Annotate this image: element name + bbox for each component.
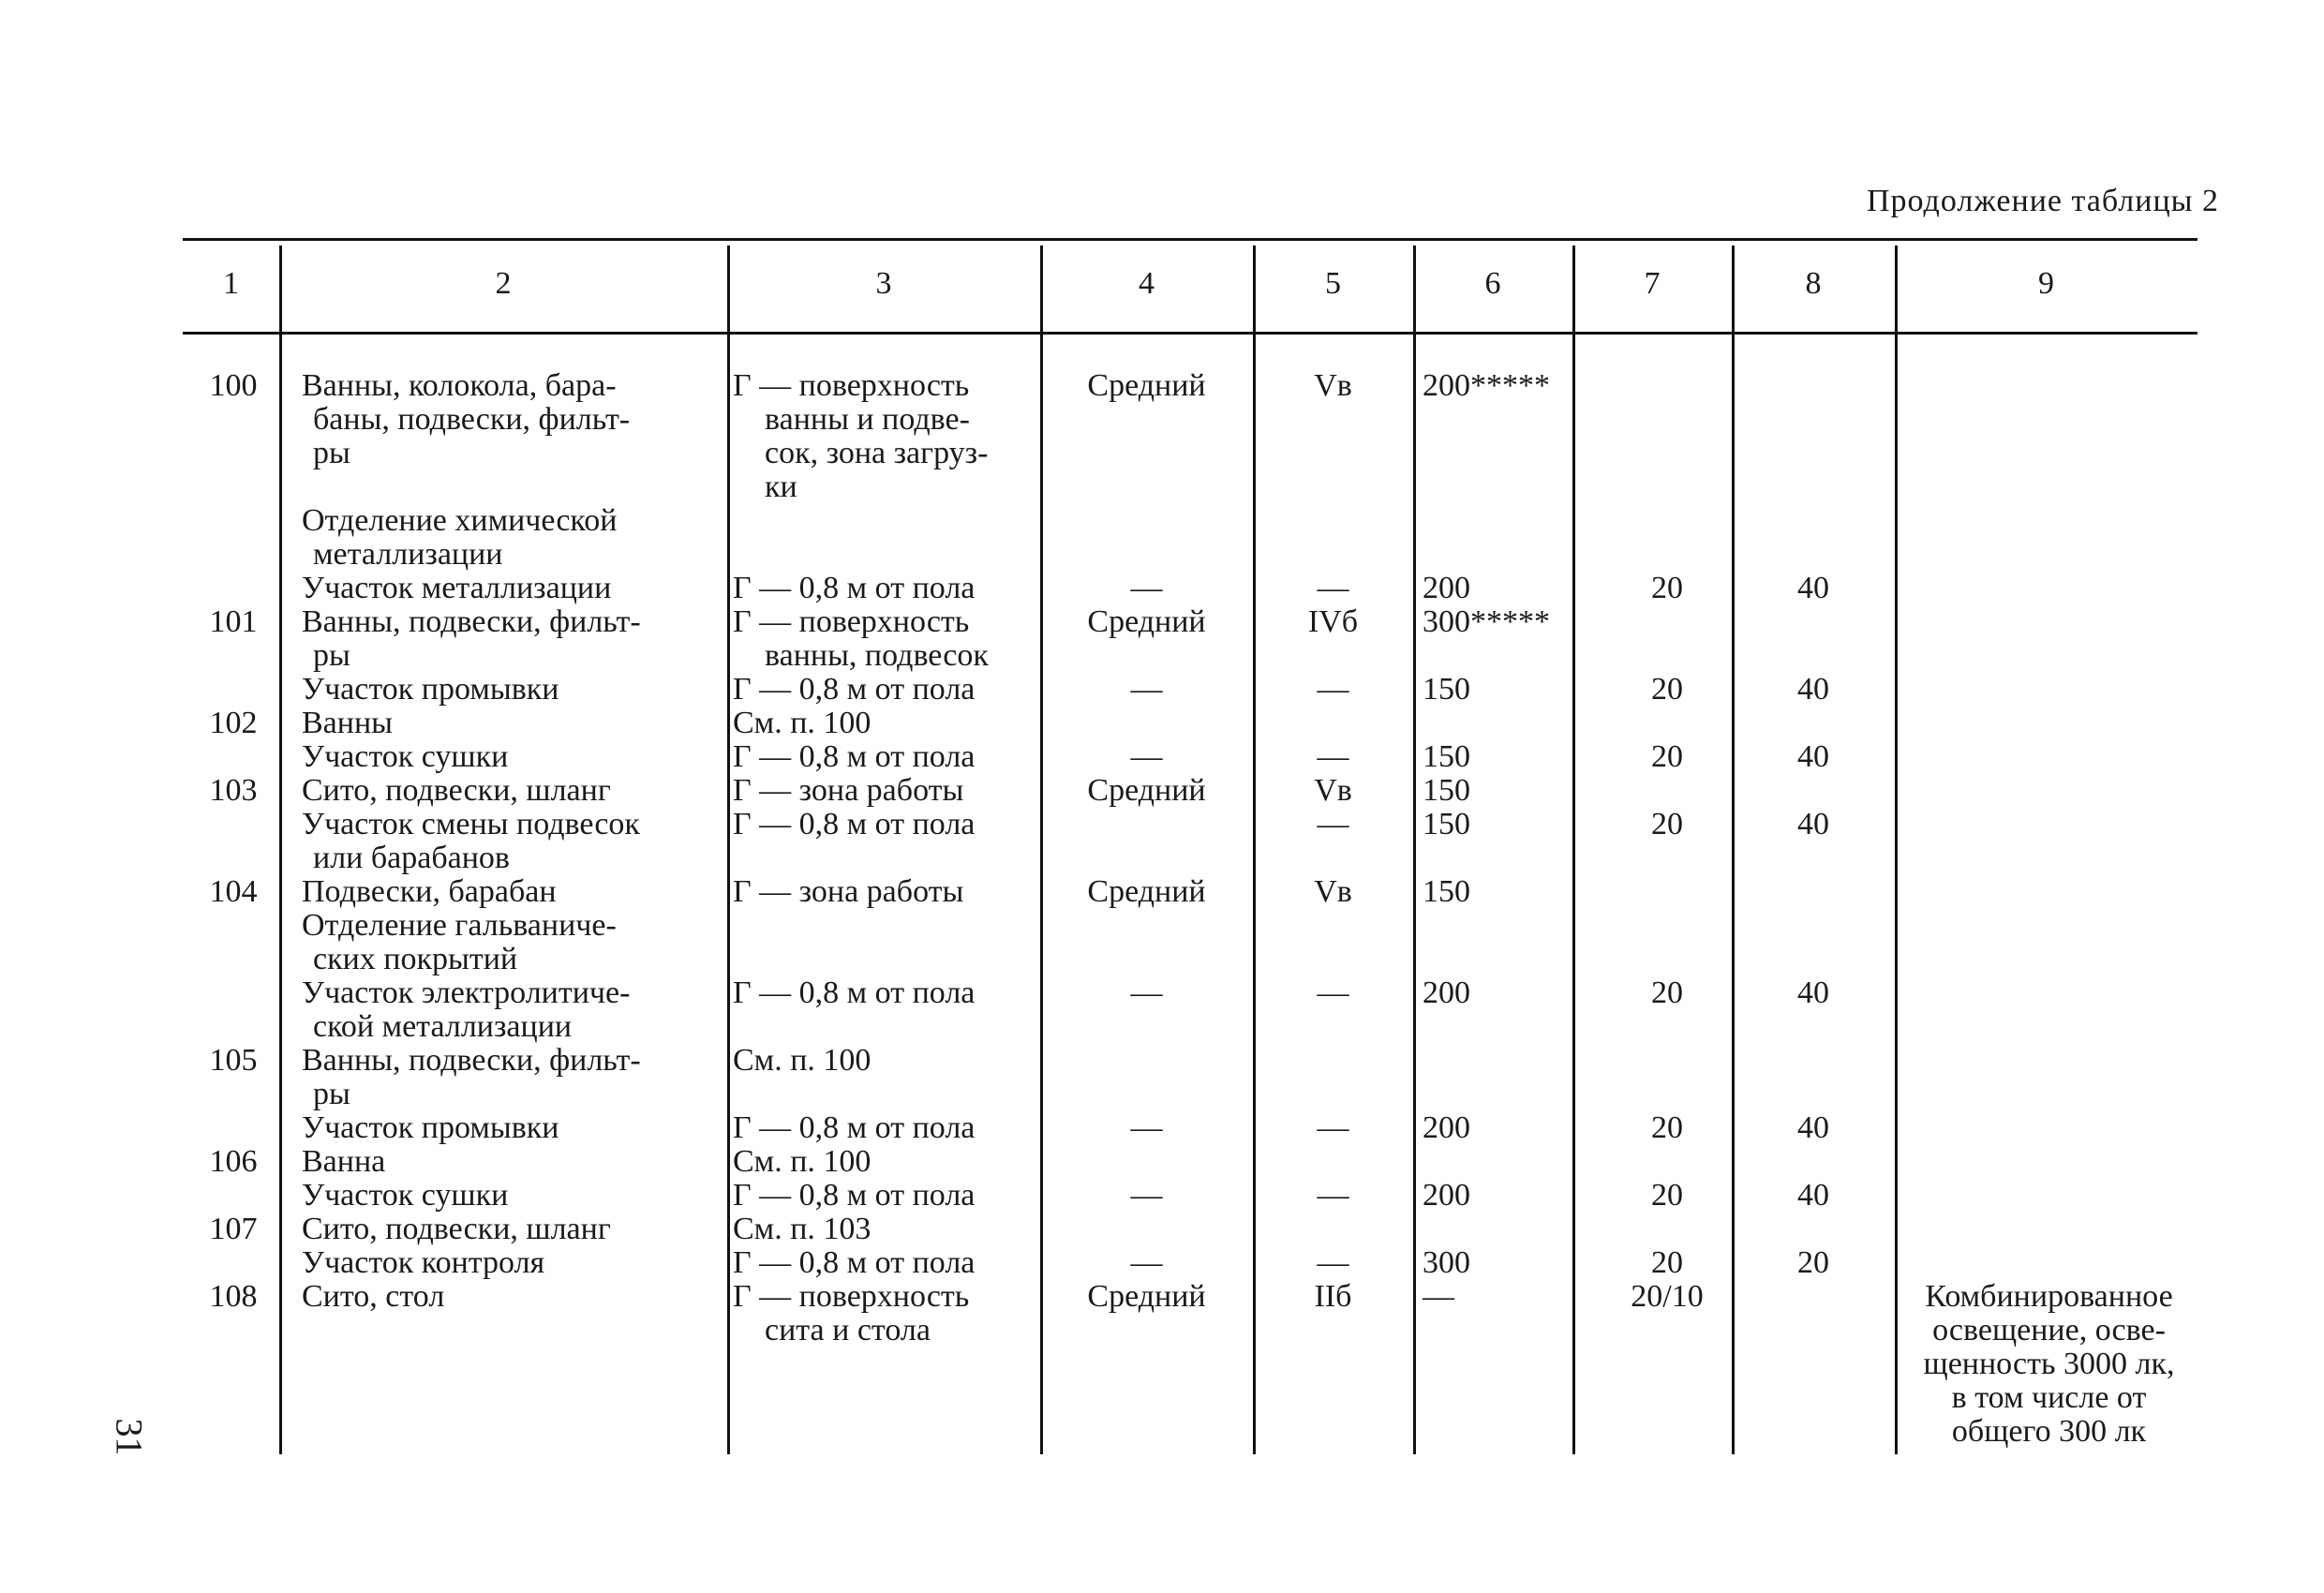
table-cell-c2: Участок смены подвесок или барабанов xyxy=(302,807,640,875)
table-cell-c3: Г — зона работы xyxy=(733,773,964,808)
page-number: 31 xyxy=(108,1418,151,1456)
table-cell-c6: 150 xyxy=(1423,739,1470,774)
table-cell-c8: 40 xyxy=(1797,807,1829,841)
table-cell-c3: Г — 0,8 м от пола xyxy=(733,739,976,774)
table-cell-c3: Г — 0,8 м от пола xyxy=(733,672,976,707)
table-cell-c8: 40 xyxy=(1797,672,1829,707)
table-cell-c6: 200***** xyxy=(1423,368,1550,403)
table-cell-c7: 20 xyxy=(1651,975,1683,1010)
table-cell-c5: Vв xyxy=(1314,368,1352,403)
table-cell-c2: Участок металлизации xyxy=(302,571,612,605)
table-cell-c2: Отделение химической металлизации xyxy=(302,503,618,572)
table-cell-c6: 150 xyxy=(1423,672,1470,707)
table-cell-c4: — xyxy=(1130,1110,1163,1145)
column-rule xyxy=(1895,246,1898,1454)
table-cell-c4: — xyxy=(1130,1245,1163,1280)
column-header: 8 xyxy=(1805,266,1822,301)
table-cell-c5: — xyxy=(1317,739,1349,774)
table-cell-c3: Г — поверхность сита и стола xyxy=(733,1279,970,1347)
table-cell-c5: Vв xyxy=(1314,874,1352,909)
table-cell-c5: — xyxy=(1317,1245,1349,1280)
column-header: 7 xyxy=(1644,266,1661,301)
column-header: 4 xyxy=(1139,266,1155,301)
table-cell-c7: 20 xyxy=(1651,672,1683,707)
table-cell-c2: Участок сушки xyxy=(302,739,509,774)
table-caption: Продолжение таблицы 2 xyxy=(1866,184,2219,218)
table-cell-c4: Средний xyxy=(1087,874,1206,909)
table-cell-c5: — xyxy=(1317,672,1349,707)
column-rule xyxy=(1413,246,1416,1454)
table-cell-c6: — xyxy=(1423,1279,1454,1314)
table-cell-c5: — xyxy=(1317,807,1349,841)
column-header: 6 xyxy=(1484,266,1501,301)
table-cell-c2: Ванны xyxy=(302,706,394,740)
table-cell-c6: 200 xyxy=(1423,1110,1470,1145)
table-cell-c7: 20 xyxy=(1651,1110,1683,1145)
table-cell-c2: Отделение гальваниче- ских покрытий xyxy=(302,908,617,976)
column-rule xyxy=(1572,246,1575,1454)
column-header: 1 xyxy=(223,266,239,301)
table-cell-c1: 108 xyxy=(209,1279,258,1314)
table-cell-c4: Средний xyxy=(1087,773,1206,808)
table-cell-c3: Г — зона работы xyxy=(733,874,964,909)
table-cell-c2: Ванны, подвески, фильт- ры xyxy=(302,604,641,673)
table-cell-c1: 106 xyxy=(209,1144,258,1179)
table-cell-c1: 101 xyxy=(209,604,258,639)
table-cell-c2: Участок электролитиче- ской металлизации xyxy=(302,975,631,1044)
table-cell-c8: 40 xyxy=(1797,571,1829,605)
table-cell-c6: 150 xyxy=(1423,773,1470,808)
table-cell-c3: См. п. 100 xyxy=(733,706,872,740)
table-cell-c2: Участок промывки xyxy=(302,672,559,707)
table-cell-c2: Ванна xyxy=(302,1144,386,1179)
table-cell-c1: 102 xyxy=(209,706,258,740)
table-cell-c8: 40 xyxy=(1797,1110,1829,1145)
table-cell-c5: IVб xyxy=(1307,604,1359,639)
table-cell-c4: Средний xyxy=(1087,604,1206,639)
table-cell-c6: 300***** xyxy=(1423,604,1550,639)
table-cell-c3: Г — поверхность ванны и подве- сок, зона загруз- ки xyxy=(733,368,989,504)
table-cell-c4: — xyxy=(1130,571,1163,605)
table-cell-c6: 150 xyxy=(1423,874,1470,909)
table-cell-c6: 300 xyxy=(1423,1245,1470,1280)
table-cell-c9: Комбинированное освещение, осве- щенность 3000 лк, в том числе от общего 300 лк xyxy=(1923,1279,2175,1449)
column-header: 2 xyxy=(495,266,512,301)
table-top-rule xyxy=(183,238,2197,241)
table-cell-c2: Участок контроля xyxy=(302,1245,545,1280)
table-cell-c7: 20 xyxy=(1651,807,1683,841)
table-cell-c5: Vв xyxy=(1314,773,1352,808)
table-cell-c5: — xyxy=(1317,975,1349,1010)
table-cell-c8: 40 xyxy=(1797,1178,1829,1213)
column-rule xyxy=(727,246,730,1454)
table-cell-c7: 20 xyxy=(1651,1178,1683,1213)
table-cell-c8: 40 xyxy=(1797,739,1829,774)
table-cell-c3: Г — 0,8 м от пола xyxy=(733,807,976,841)
table-cell-c2: Ванны, подвески, фильт- ры xyxy=(302,1043,641,1111)
table-cell-c4: — xyxy=(1130,975,1163,1010)
table-cell-c5: — xyxy=(1317,1178,1349,1213)
table-cell-c1: 107 xyxy=(209,1212,258,1246)
table-cell-c4: — xyxy=(1130,739,1163,774)
table-cell-c7: 20 xyxy=(1651,571,1683,605)
table-cell-c2: Сито, подвески, шланг xyxy=(302,1212,611,1246)
column-header: 5 xyxy=(1325,266,1341,301)
table-cell-c6: 200 xyxy=(1423,1178,1470,1213)
table-cell-c8: 40 xyxy=(1797,975,1829,1010)
table-cell-c8: 20 xyxy=(1797,1245,1829,1280)
table-cell-c1: 103 xyxy=(209,773,258,808)
table-cell-c3: См. п. 100 xyxy=(733,1144,872,1179)
column-header: 9 xyxy=(2038,266,2054,301)
table-cell-c7: 20 xyxy=(1651,1245,1683,1280)
table-cell-c3: Г — поверхность ванны, подвесок xyxy=(733,604,989,673)
table-cell-c4: — xyxy=(1130,1178,1163,1213)
table-cell-c4: Средний xyxy=(1087,1279,1206,1314)
table-cell-c3: Г — 0,8 м от пола xyxy=(733,1245,976,1280)
table-cell-c6: 150 xyxy=(1423,807,1470,841)
table-cell-c3: Г — 0,8 м от пола xyxy=(733,571,976,605)
table-cell-c5: IIб xyxy=(1314,1279,1352,1314)
table-cell-c4: Средний xyxy=(1087,368,1206,403)
table-cell-c2: Участок сушки xyxy=(302,1178,509,1213)
table-cell-c5: — xyxy=(1317,571,1349,605)
table-cell-c2: Участок промывки xyxy=(302,1110,559,1145)
table-cell-c4: — xyxy=(1130,672,1163,707)
table-cell-c3: См. п. 103 xyxy=(733,1212,872,1246)
table-cell-c6: 200 xyxy=(1423,975,1470,1010)
table-cell-c3: Г — 0,8 м от пола xyxy=(733,1110,976,1145)
table-cell-c2: Ванны, колокола, бара- баны, подвески, фильт- ры xyxy=(302,368,631,470)
table-cell-c7: 20/10 xyxy=(1631,1279,1704,1314)
table-cell-c3: См. п. 100 xyxy=(733,1043,872,1078)
column-rule xyxy=(279,246,282,1454)
table-cell-c2: Сито, стол xyxy=(302,1279,445,1314)
table-cell-c1: 105 xyxy=(209,1043,258,1078)
table-cell-c3: Г — 0,8 м от пола xyxy=(733,1178,976,1213)
table-cell-c7: 20 xyxy=(1651,739,1683,774)
table-cell-c6: 200 xyxy=(1423,571,1470,605)
table-cell-c1: 100 xyxy=(209,368,258,403)
column-header: 3 xyxy=(875,266,892,301)
table-cell-c2: Подвески, барабан xyxy=(302,874,557,909)
table-cell-c3: Г — 0,8 м от пола xyxy=(733,975,976,1010)
table-cell-c1: 104 xyxy=(209,874,258,909)
table-cell-c2: Сито, подвески, шланг xyxy=(302,773,611,808)
table-cell-c5: — xyxy=(1317,1110,1349,1145)
